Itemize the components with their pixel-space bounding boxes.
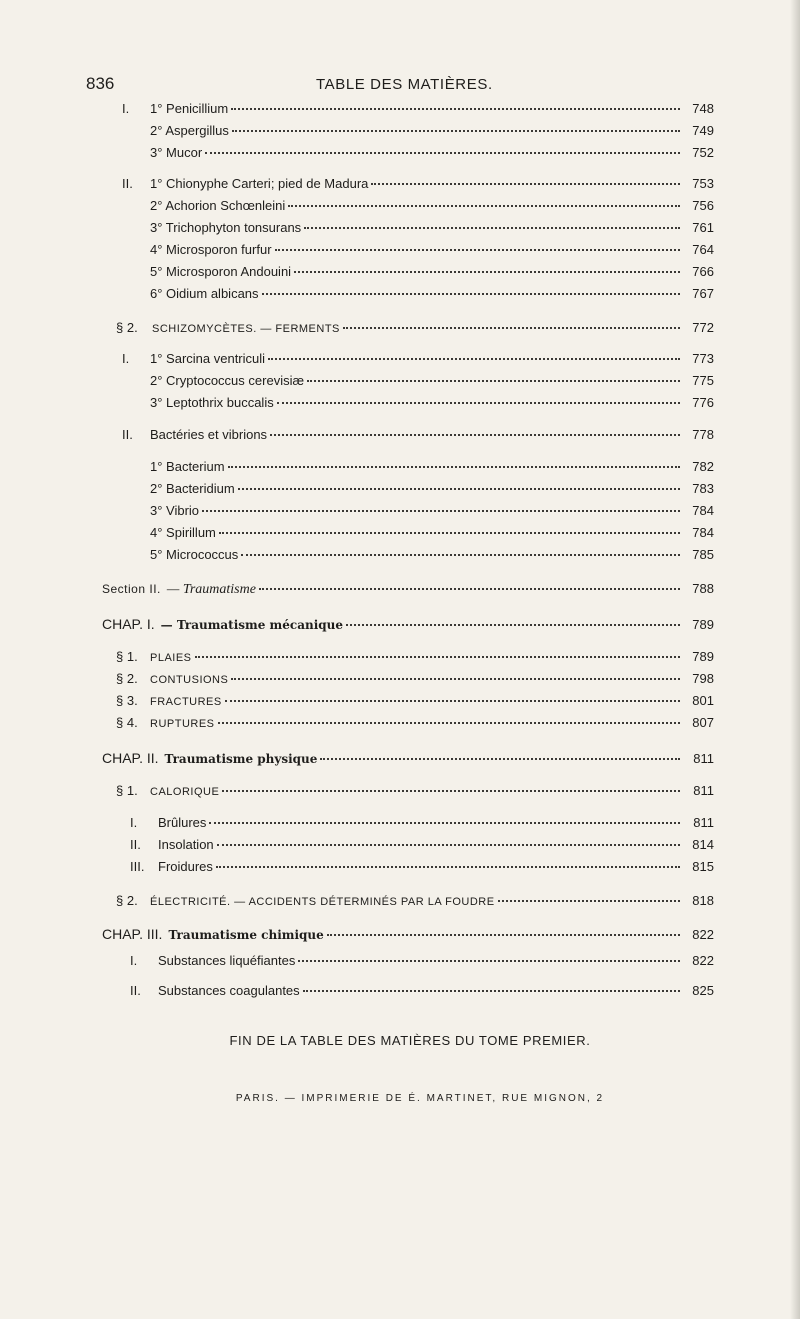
toc-entry xyxy=(150,123,714,143)
dot-leader xyxy=(270,434,680,436)
toc-entry xyxy=(150,547,714,567)
entry-label: 1° Bacterium xyxy=(150,459,225,474)
entry-label: FRACTURES xyxy=(150,696,222,708)
toc-entry xyxy=(150,459,714,479)
dot-leader xyxy=(225,700,680,702)
entry-number: II. xyxy=(122,427,133,442)
toc-entry xyxy=(122,101,714,121)
toc-entry xyxy=(150,198,714,218)
entry-number: I. xyxy=(130,953,138,968)
entry-label: 2° Achorion Schœnleini xyxy=(150,198,286,213)
toc-entry xyxy=(122,427,714,447)
entry-number: § 3. xyxy=(116,693,138,708)
entry-page: 782 xyxy=(692,459,714,474)
entry-page: 772 xyxy=(692,320,714,335)
toc-entry xyxy=(130,859,714,879)
toc-entry xyxy=(116,649,714,669)
entry-label: 5° Microsporon Andouini xyxy=(150,264,292,279)
dot-leader xyxy=(277,402,680,404)
entry-number: § 1. xyxy=(116,649,138,664)
entry-label: Brûlures xyxy=(158,815,207,830)
toc-entry xyxy=(150,503,714,523)
entry-label: 2° Cryptococcus cerevisiæ xyxy=(150,373,305,388)
entry-page: 811 xyxy=(693,751,714,766)
dot-leader xyxy=(498,900,680,902)
entry-label: 5° Micrococcus xyxy=(150,547,239,562)
dot-leader xyxy=(259,588,680,590)
entry-page: 815 xyxy=(692,859,714,874)
dot-leader xyxy=(218,722,680,724)
toc-entry xyxy=(116,320,714,340)
dot-leader xyxy=(228,466,680,468)
entry-number: § 2. xyxy=(116,320,138,335)
entry-page: 775 xyxy=(692,373,714,388)
dot-leader xyxy=(262,293,680,295)
toc-entry xyxy=(130,837,714,857)
dot-leader xyxy=(346,624,680,626)
entry-number: CHAP. III. xyxy=(102,926,163,942)
dot-leader xyxy=(232,130,680,132)
entry-page: 801 xyxy=(692,693,714,708)
entry-page: 784 xyxy=(692,503,714,518)
entry-page: 756 xyxy=(692,198,714,213)
toc-entry xyxy=(102,616,714,636)
entry-label: Bactéries et vibrions xyxy=(150,427,268,442)
entry-label: — Traumatisme xyxy=(166,582,256,597)
dot-leader xyxy=(275,249,680,251)
dot-leader xyxy=(217,844,680,846)
dot-leader xyxy=(219,532,680,534)
entry-label: 1° Penicillium xyxy=(150,101,229,116)
entry-number: Section II. xyxy=(102,582,161,596)
dot-leader xyxy=(241,554,680,556)
entry-number: II. xyxy=(130,983,141,998)
entry-label: 4° Microsporon furfur xyxy=(150,242,272,257)
toc-entry xyxy=(130,815,714,835)
page-edge-shadow xyxy=(790,0,800,1319)
dot-leader xyxy=(202,510,680,512)
entry-page: 822 xyxy=(692,953,714,968)
entry-page: 748 xyxy=(692,101,714,116)
entry-label: 3° Trichophyton tonsurans xyxy=(150,220,302,235)
entry-number: I. xyxy=(122,351,130,366)
toc-entry xyxy=(150,264,714,284)
entry-page: 814 xyxy=(692,837,714,852)
toc-entry xyxy=(150,145,714,165)
entry-page: 825 xyxy=(692,983,714,998)
dot-leader xyxy=(288,205,680,207)
entry-label: — Traumatisme mécanique xyxy=(160,618,343,632)
toc-entry xyxy=(150,481,714,501)
entry-number: I. xyxy=(122,101,130,116)
entry-page: 761 xyxy=(692,220,714,235)
toc-entry xyxy=(150,220,714,240)
toc-entry xyxy=(116,671,714,691)
entry-page: 767 xyxy=(692,286,714,301)
page-number: 836 xyxy=(86,74,115,93)
dot-leader xyxy=(231,678,680,680)
entry-label: 1° Chionyphe Carteri; pied de Madura xyxy=(150,176,369,191)
toc-entry xyxy=(116,715,714,735)
entry-number: CHAP. II. xyxy=(102,750,159,766)
entry-label: ÉLECTRICITÉ. — ACCIDENTS DÉTERMINÉS PAR LA FOUDRE xyxy=(150,896,495,908)
entry-label: CALORIQUE xyxy=(150,786,220,798)
entry-label: 2° Aspergillus xyxy=(150,123,229,138)
entry-label: 6° Oidium albicans xyxy=(150,286,259,301)
entry-number: CHAP. I. xyxy=(102,616,155,632)
entry-label: Froidures xyxy=(158,859,213,874)
dot-leader xyxy=(304,227,680,229)
dot-leader xyxy=(307,380,680,382)
entry-number: § 1. xyxy=(116,783,138,798)
toc-entry xyxy=(116,893,714,913)
entry-page: 789 xyxy=(692,617,714,632)
dot-leader xyxy=(320,758,680,760)
dot-leader xyxy=(195,656,680,658)
entry-label: CONTUSIONS xyxy=(150,674,229,686)
toc-entry xyxy=(122,351,714,371)
entry-label: Substances coagulantes xyxy=(158,983,300,998)
entry-number: III. xyxy=(130,859,145,874)
dot-leader xyxy=(327,934,680,936)
toc-entry xyxy=(150,373,714,393)
entry-page: 776 xyxy=(692,395,714,410)
toc-entry xyxy=(130,983,714,1003)
entry-page: 778 xyxy=(692,427,714,442)
entry-page: 788 xyxy=(692,581,714,596)
dot-leader xyxy=(343,327,680,329)
entry-label: Insolation xyxy=(158,837,214,852)
dot-leader xyxy=(294,271,680,273)
entry-page: 822 xyxy=(692,927,714,942)
entry-number: II. xyxy=(130,837,141,852)
entry-page: 764 xyxy=(692,242,714,257)
dot-leader xyxy=(371,183,680,185)
entry-label: PLAIES xyxy=(150,652,192,664)
toc-entry xyxy=(150,242,714,262)
entry-label: RUPTURES xyxy=(150,718,215,730)
entry-number: § 2. xyxy=(116,671,138,686)
toc-entry xyxy=(116,783,714,803)
entry-page: 784 xyxy=(692,525,714,540)
imprint: PARIS. — IMPRIMERIE DE É. MARTINET, RUE MIGNON, 2 xyxy=(235,1093,605,1104)
entry-page: 766 xyxy=(692,264,714,279)
entry-number: § 2. xyxy=(116,893,138,908)
entry-label: Substances liquéfiantes xyxy=(158,953,296,968)
entry-number: I. xyxy=(130,815,138,830)
entry-page: 818 xyxy=(692,893,714,908)
entry-page: 798 xyxy=(692,671,714,686)
entry-page: 753 xyxy=(692,176,714,191)
entry-label: 1° Sarcina ventriculi xyxy=(150,351,266,366)
toc-entry xyxy=(150,395,714,415)
toc-entry xyxy=(150,525,714,545)
toc-entry xyxy=(130,953,714,973)
entry-page: 749 xyxy=(692,123,714,138)
entry-label: Traumatisme chimique xyxy=(168,928,324,942)
entry-page: 773 xyxy=(692,351,714,366)
dot-leader xyxy=(268,358,680,360)
entry-page: 811 xyxy=(693,783,714,798)
dot-leader xyxy=(231,108,680,110)
entry-page: 783 xyxy=(692,481,714,496)
dot-leader xyxy=(205,152,680,154)
entry-number: II. xyxy=(122,176,133,191)
entry-page: 811 xyxy=(693,815,714,830)
running-title: TABLE DES MATIÈRES. xyxy=(316,76,493,93)
dot-leader xyxy=(209,822,680,824)
toc-entry xyxy=(102,750,714,770)
dot-leader xyxy=(238,488,680,490)
toc-entry xyxy=(150,286,714,306)
entry-label: 3° Mucor xyxy=(150,145,203,160)
toc-entry xyxy=(122,176,714,196)
entry-page: 789 xyxy=(692,649,714,664)
entry-label: 3° Vibrio xyxy=(150,503,200,518)
dot-leader xyxy=(303,990,680,992)
dot-leader xyxy=(298,960,680,962)
entry-page: 785 xyxy=(692,547,714,562)
toc-entry xyxy=(102,926,714,946)
toc-entry xyxy=(116,693,714,713)
dot-leader xyxy=(222,790,680,792)
entry-page: 752 xyxy=(692,145,714,160)
entry-label: Traumatisme physique xyxy=(164,752,318,766)
entry-label: SCHIZOMYCÈTES. — FERMENTS xyxy=(152,323,340,335)
entry-label: 3° Leptothrix buccalis xyxy=(150,395,274,410)
entry-number: § 4. xyxy=(116,715,138,730)
toc-entry xyxy=(102,581,714,601)
end-note: FIN DE LA TABLE DES MATIÈRES DU TOME PREMIER. xyxy=(229,1033,591,1048)
entry-label: 2° Bacteridium xyxy=(150,481,235,496)
dot-leader xyxy=(216,866,680,868)
entry-page: 807 xyxy=(692,715,714,730)
entry-label: 4° Spirillum xyxy=(150,525,216,540)
